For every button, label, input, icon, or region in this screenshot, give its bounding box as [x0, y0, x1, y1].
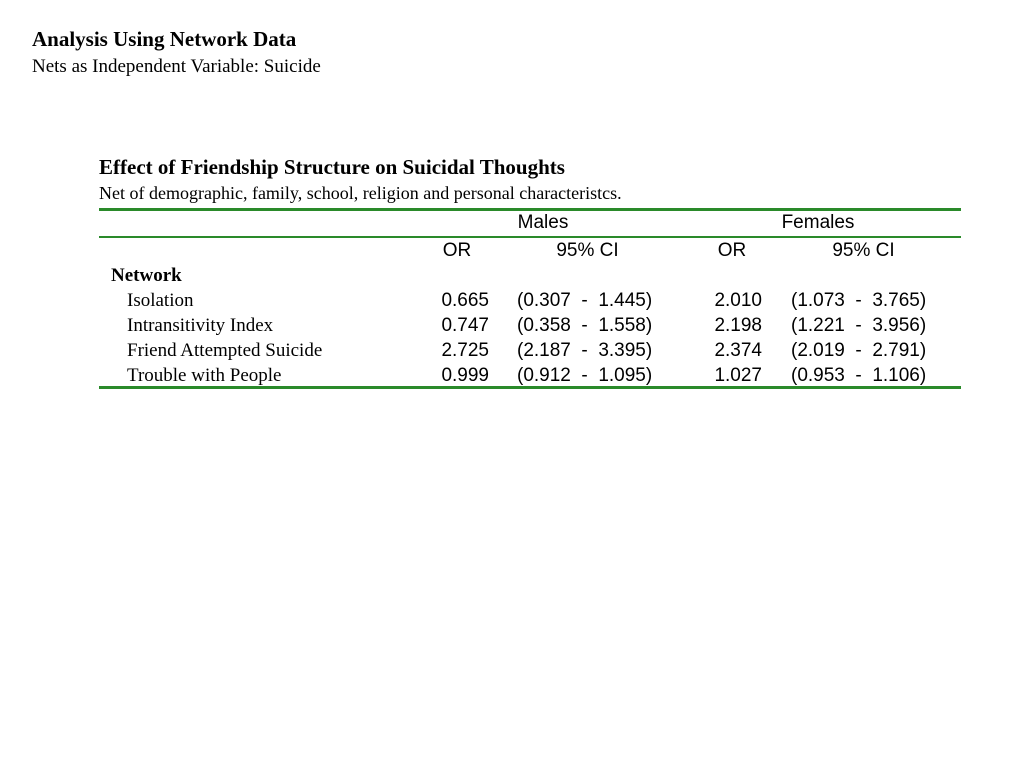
table-title: Effect of Friendship Structure on Suicidal Thoughts: [99, 155, 565, 179]
column-header-female-ci: 95% CI: [832, 240, 895, 261]
slide-title: Analysis Using Network Data: [32, 27, 297, 51]
male-ci-value: (0.307 - 1.445): [517, 290, 653, 311]
female-or-value: 2.374: [714, 340, 762, 361]
female-ci-value: (0.953 - 1.106): [791, 365, 927, 386]
column-header-male-ci: 95% CI: [556, 240, 619, 261]
row-label: Friend Attempted Suicide: [127, 340, 323, 361]
male-or-value: 2.725: [441, 340, 489, 361]
male-ci-value: (2.187 - 3.395): [517, 340, 653, 361]
female-ci-value: (1.221 - 3.956): [791, 315, 927, 336]
table-row: [0, 290, 1024, 315]
slide-subtitle: Nets as Independent Variable: Suicide: [32, 56, 321, 77]
female-ci-value: (1.073 - 3.765): [791, 290, 927, 311]
male-or-value: 0.999: [441, 365, 489, 386]
row-label: Intransitivity Index: [127, 315, 274, 336]
male-ci-value: (0.912 - 1.095): [517, 365, 653, 386]
female-or-value: 2.010: [714, 290, 762, 311]
male-or-value: 0.665: [441, 290, 489, 311]
table-bottom-rule: [99, 386, 961, 389]
row-label: Isolation: [127, 290, 194, 311]
group-header-females: Females: [781, 212, 855, 233]
row-label: Trouble with People: [127, 365, 282, 386]
table-header-rule: [99, 236, 961, 238]
section-label-network: Network: [111, 265, 182, 286]
female-or-value: 1.027: [714, 365, 762, 386]
column-header-female-or: OR: [717, 240, 747, 261]
female-ci-value: (2.019 - 2.791): [791, 340, 927, 361]
table-row: [0, 340, 1024, 365]
group-header-males: Males: [517, 212, 569, 233]
male-or-value: 0.747: [441, 315, 489, 336]
table-top-rule: [99, 208, 961, 211]
female-or-value: 2.198: [714, 315, 762, 336]
column-header-male-or: OR: [442, 240, 472, 261]
table-row: [0, 315, 1024, 340]
table-note: Net of demographic, family, school, religion and personal characteristcs.: [99, 183, 622, 203]
male-ci-value: (0.358 - 1.558): [517, 315, 653, 336]
